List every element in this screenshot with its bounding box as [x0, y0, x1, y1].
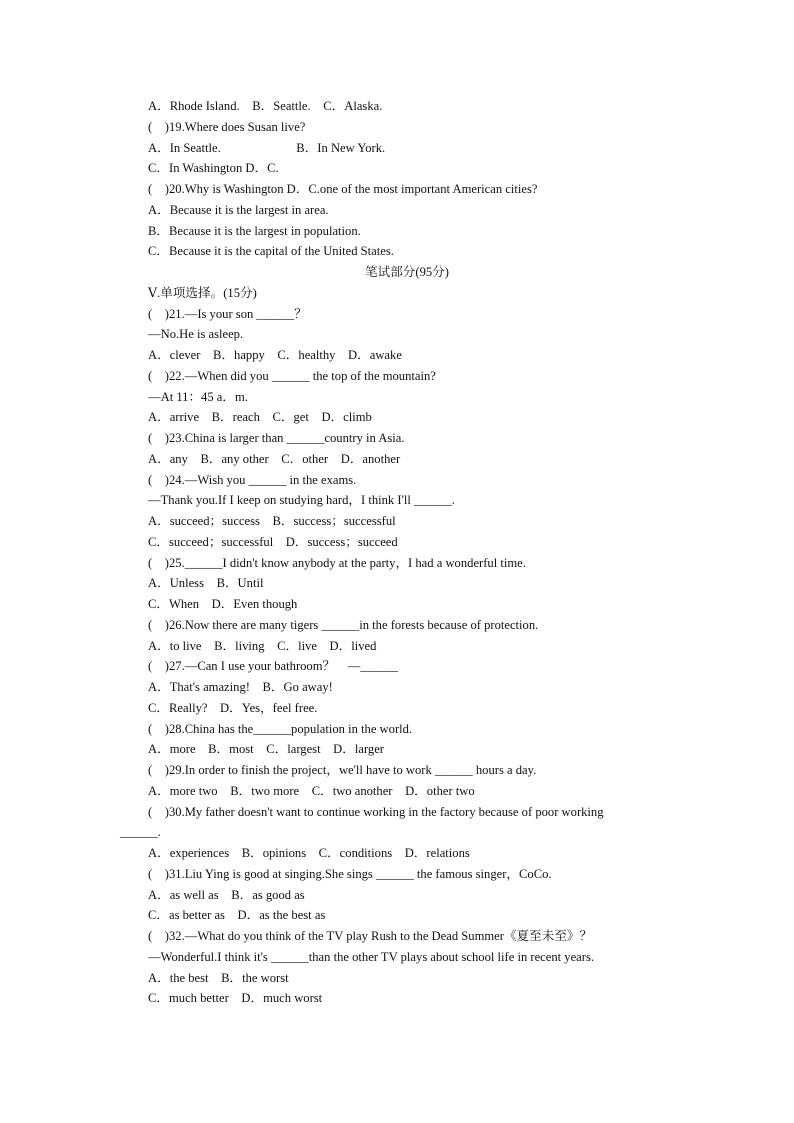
document-page	[0, 96, 794, 1009]
text-line: ( )28.China has the______population in the world.	[148, 721, 413, 736]
text-line: A．clever B．happy C．healthy D．awake	[148, 348, 402, 362]
text-line: A．the best B．the worst	[148, 970, 289, 985]
text-line: A．Rhode Island. B．Seattle. C．Alaska.	[148, 99, 383, 113]
text-line: A．Because it is the largest in area.	[148, 202, 329, 217]
text-line: ( )26.Now there are many tigers ______in the forests because of protection.	[148, 617, 539, 632]
text-line: ( )25.______I didn't know anybody at the party，I had a wonderful time.	[148, 555, 526, 570]
text-line: ______.	[120, 825, 161, 840]
text-line: C．as better as D．as the best as	[148, 908, 326, 923]
text-line: A．Unless B．Until	[148, 576, 264, 591]
text-line: ( )30.My father doesn't want to continue working in the factory because of poor working	[148, 804, 604, 819]
text-line: A．any B．any other C．other D．another	[148, 451, 401, 466]
text-line: A．arrive B．reach C．get D．climb	[148, 410, 372, 425]
text-line: —Thank you.If I keep on studying hard，I think I'll ______.	[148, 493, 455, 508]
text-line: A．In Seattle. B．In New York.	[148, 140, 386, 155]
text-line: A．That's amazing! B．Go away!	[148, 680, 333, 694]
text-line: ( )31.Liu Ying is good at singing.She sings ______ the famous singer，CoCo.	[148, 866, 552, 881]
text-line: A．more B．most C．largest D．larger	[148, 742, 384, 757]
text-line: A．experiences B．opinions C．conditions D．relations	[148, 846, 470, 860]
text-line: ( )24.—Wish you ______ in the exams.	[148, 472, 357, 487]
text-line: A．more two B．two more C．two another D．other two	[148, 783, 475, 798]
text-line: —At 11：45 a．m.	[148, 389, 248, 404]
text-line: Ⅴ.单项选择。(15分)	[148, 285, 257, 300]
text-line: ( )20.Why is Washington D．C.one of the most important American cities?	[148, 182, 538, 196]
text-line: ( )21.—Is your son ______？	[148, 306, 307, 321]
text-line: —No.He is asleep.	[148, 327, 244, 342]
text-line: ( )22.—When did you ______ the top of the mountain?	[148, 368, 436, 383]
text-line: A．as well as B．as good as	[148, 887, 305, 902]
text-line: ( )27.—Can I use your bathroom？ —______	[148, 659, 399, 674]
section-heading: 笔试部分(95分)	[365, 265, 449, 279]
text-line: C．much better D．much worst	[148, 991, 323, 1006]
text-line: ( )29.In order to finish the project，we'll have to work ______ hours a day.	[148, 763, 537, 777]
text-line: C．When D．Even though	[148, 597, 298, 611]
text-line: —Wonderful.I think it's ______than the other TV plays about school life in recent years.	[148, 949, 595, 964]
text-line: C．Because it is the capital of the United States.	[148, 244, 394, 259]
text-line: A．to live B．living C．live D．lived	[148, 638, 377, 653]
text-line: ( )19.Where does Susan live?	[148, 119, 306, 134]
text-line: C．Really? D．Yes，feel free.	[148, 700, 318, 715]
text-line: C．succeed；successful D．success；succeed	[148, 534, 398, 549]
text-line: C．In Washington D．C.	[148, 161, 279, 176]
text-line: A．succeed；success B．success；successful	[148, 514, 396, 528]
text-line: ( )23.China is larger than ______country in Asia.	[148, 431, 405, 445]
text-line: ( )32.—What do you think of the TV play Rush to the Dead Summer《夏至未至》？	[148, 929, 593, 943]
text-line: B．Because it is the largest in population.	[148, 223, 361, 238]
